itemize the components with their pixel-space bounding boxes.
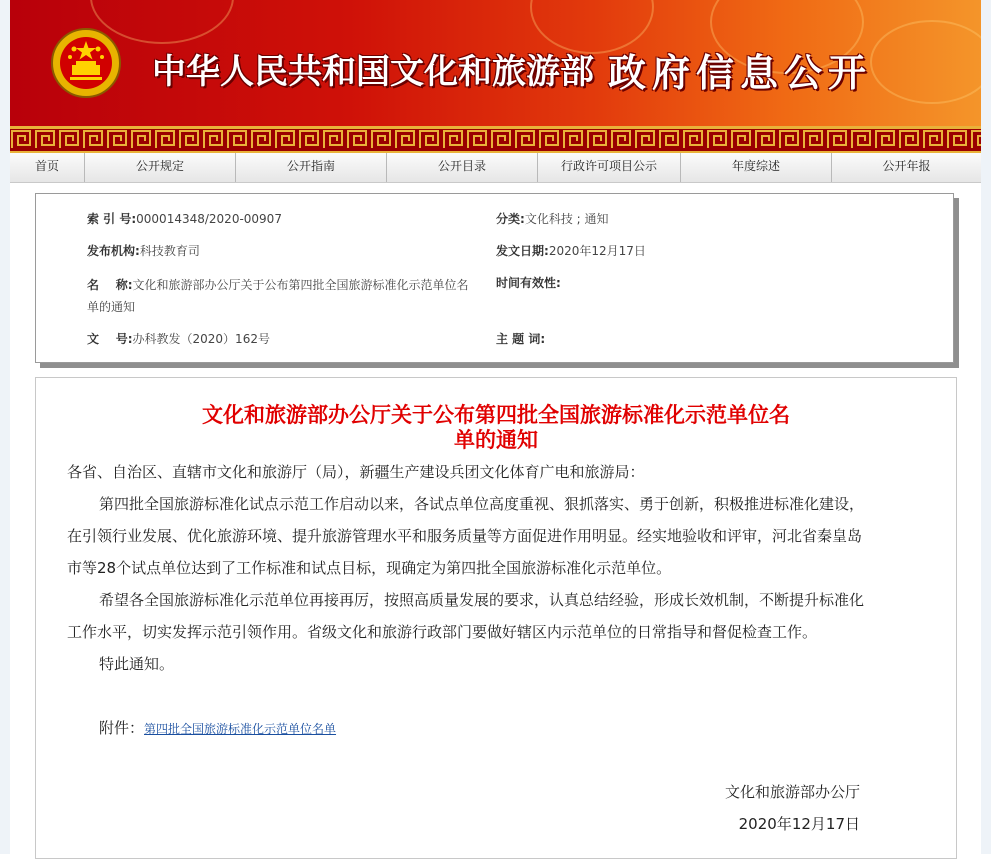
meta-name <box>87 274 487 318</box>
meta-category <box>496 210 609 227</box>
paragraph-1-line1: 第四批全国旅游标准化试点示范工作启动以来，各试点单位高度重视、狠抓落实、勇于创新，积极推进标准化建设， <box>99 495 865 513</box>
meta-issuer-label: 发布机构: <box>87 244 140 258</box>
meta-category-value: 文化科技 ; 通知 <box>524 212 609 226</box>
meta-date <box>496 242 646 259</box>
nav-home[interactable]: 首页 <box>10 153 85 182</box>
section-title: 政府信息公开 <box>608 50 873 95</box>
paragraph-2-line1: 希望各全国旅游标准化示范单位再接再厉，按照高质量发展的要求，认真总结经验，形成长效机制，不断提升标准化 <box>99 591 865 609</box>
meta-docno-label: 文 号: <box>87 332 133 346</box>
meta-keywords-label: 主 题 词: <box>496 332 546 346</box>
attachment-label: 附件： <box>99 719 145 737</box>
fret-border <box>10 126 981 153</box>
main-nav <box>10 153 981 183</box>
ministry-title: 中华人民共和国文化和旅游部 <box>152 52 594 92</box>
meta-date-label: 发文日期: <box>496 244 549 258</box>
meta-date-value: 2020年12月17日 <box>548 244 646 258</box>
signature-date: 2020年12月17日 <box>738 815 860 833</box>
document-title-line2: 单的通知 <box>454 428 538 452</box>
meta-name-label: 名 称: <box>87 278 133 292</box>
document-body <box>35 377 957 859</box>
meta-name-value: 文化和旅游部办公厅关于公布第四批全国旅游标准化示范单位名 <box>132 278 469 292</box>
site-banner <box>10 0 981 153</box>
salutation: 各省、自治区、直辖市文化和旅游厅（局），新疆生产建设兵团文化体育广电和旅游局： <box>67 463 645 481</box>
meta-category-label: 分类: <box>496 212 525 226</box>
cloud-pattern <box>870 20 981 104</box>
document-title <box>76 403 916 453</box>
meta-keywords <box>496 330 545 347</box>
meta-index-value: 000014348/2020-00907 <box>136 212 282 226</box>
signature-org: 文化和旅游部办公厅 <box>724 783 860 801</box>
meta-issuer-value: 科技教育司 <box>139 244 200 258</box>
paragraph-1-line3: 市等28个试点单位达到了工作标准和试点目标，现确定为第四批全国旅游标准化示范单位。 <box>67 559 672 577</box>
meta-docno <box>87 330 270 347</box>
meta-validity-label: 时间有效性: <box>496 276 561 290</box>
page-side-left <box>0 0 10 854</box>
nav-annual-review[interactable]: 年度综述 <box>681 153 832 182</box>
national-emblem-icon <box>50 27 122 99</box>
document-meta-box <box>35 193 954 363</box>
paragraph-1-line2: 在引领行业发展、优化旅游环境、提升旅游管理水平和服务质量等方面促进作用明显。经实地验收和评审，河北省秦皇岛 <box>67 527 863 545</box>
meta-validity <box>496 274 561 291</box>
document-title-line1: 文化和旅游部办公厅关于公布第四批全国旅游标准化示范单位名 <box>202 403 790 427</box>
attachment-row <box>67 712 917 745</box>
meta-issuer <box>87 242 200 259</box>
nav-annual-report[interactable]: 公开年报 <box>882 159 931 173</box>
nav-regulations[interactable]: 公开规定 <box>85 153 236 182</box>
attachment-link[interactable]: 第四批全国旅游标准化示范单位名单 <box>144 722 337 736</box>
meta-index <box>87 210 282 227</box>
nav-permit-projects[interactable]: 行政许可项目公示 <box>538 153 681 182</box>
page-side-right <box>981 0 991 854</box>
meta-name-value-cont: 单的通知 <box>87 300 136 314</box>
nav-guide[interactable]: 公开指南 <box>236 153 387 182</box>
paragraph-2-line2: 工作水平，切实发挥示范引领作用。省级文化和旅游行政部门要做好辖区内示范单位的日常指导和督促检查工作。 <box>67 623 818 641</box>
closing-line: 特此通知。 <box>99 655 175 673</box>
nav-catalog[interactable]: 公开目录 <box>387 153 538 182</box>
meta-index-label: 索 引 号: <box>87 212 137 226</box>
meta-docno-value: 办科教发（2020）162号 <box>132 332 270 346</box>
